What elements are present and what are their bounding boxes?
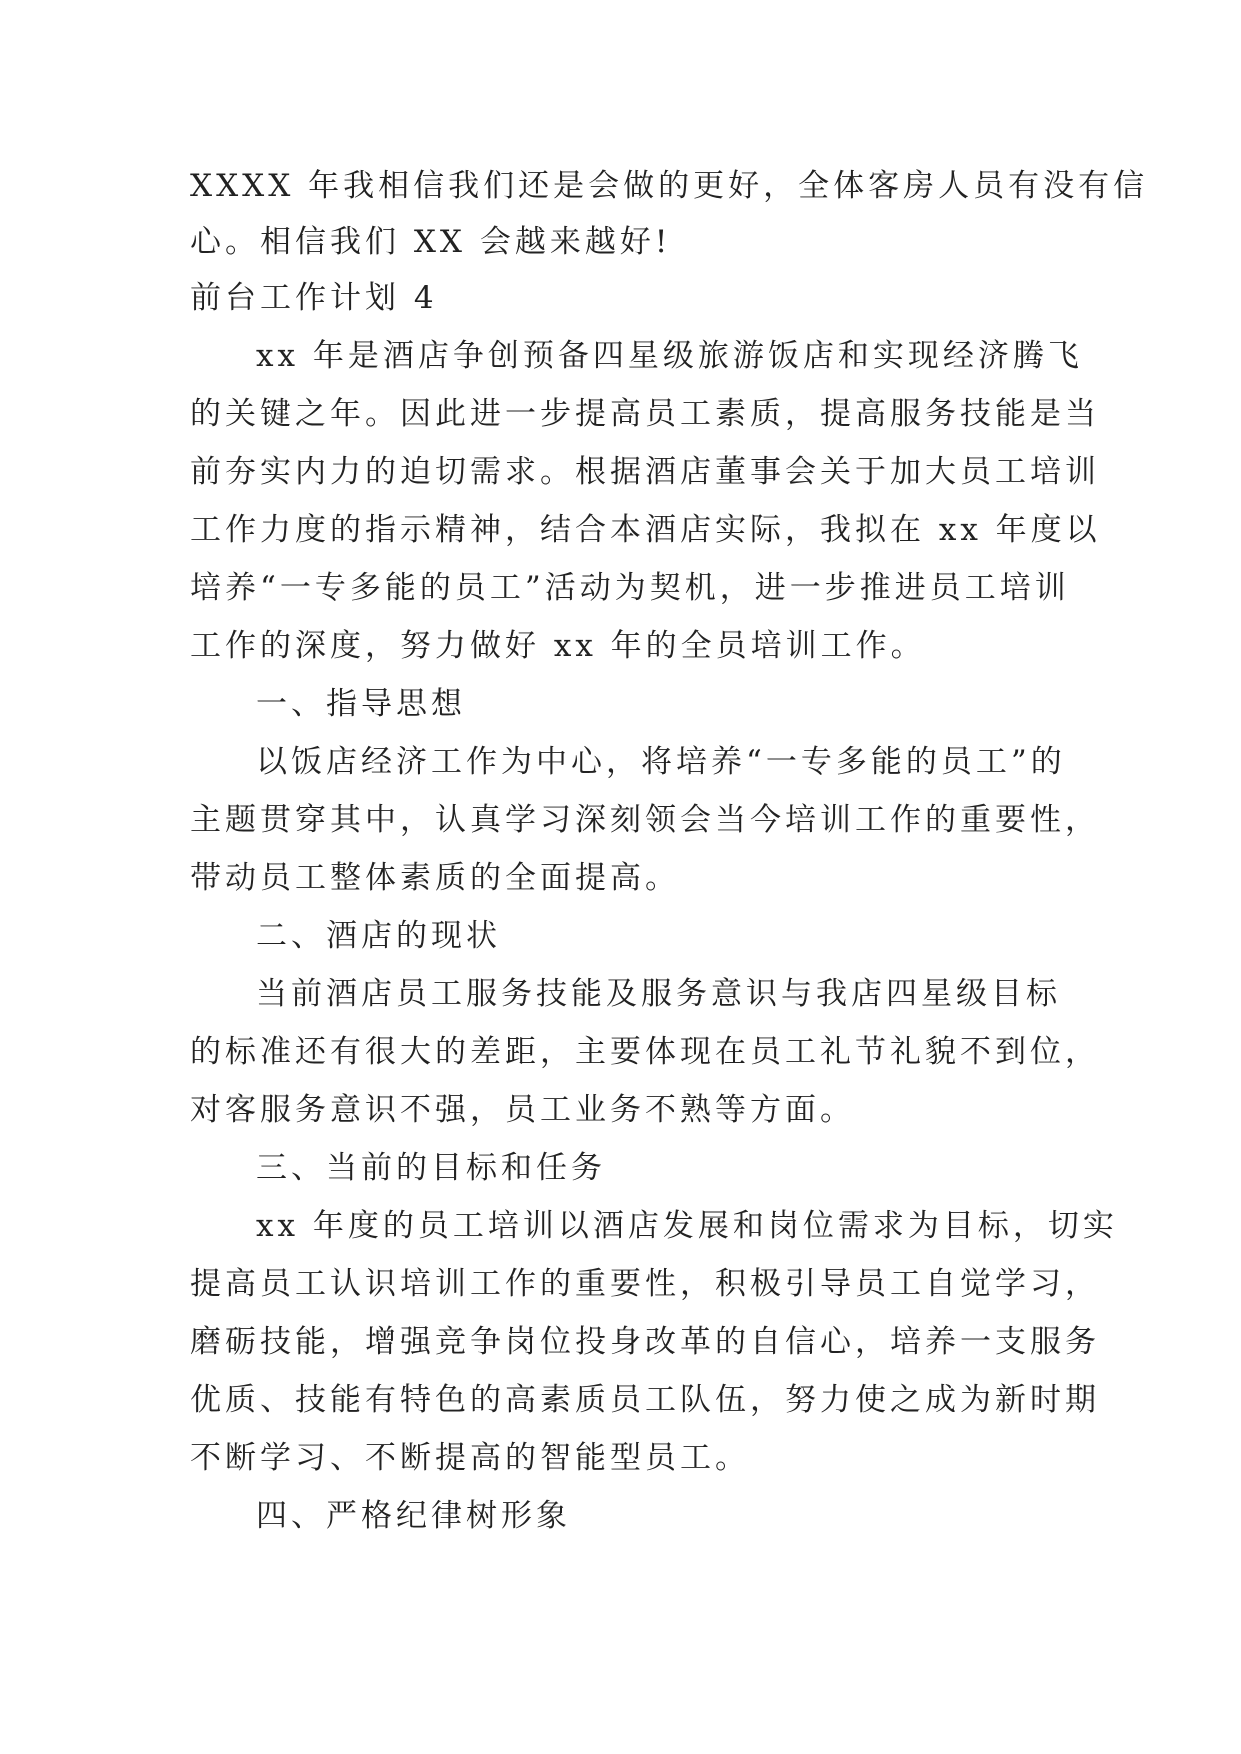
text-line: 当前酒店员工服务技能及服务意识与我店四星级目标: [256, 976, 1061, 1012]
text-line: 培养“一专多能的员工”活动为契机，进一步推进员工培训: [190, 570, 1070, 606]
text-line: 的标准还有很大的差距，主要体现在员工礼节礼貌不到位，: [190, 1034, 1100, 1070]
text-line: 优质、技能有特色的高素质员工队伍，努力使之成为新时期: [190, 1382, 1100, 1418]
text-line: 工作的深度，努力做好 xx 年的全员培训工作。: [190, 628, 926, 664]
text-line: 前夯实内力的迫切需求。根据酒店董事会关于加大员工培训: [190, 454, 1100, 490]
heading-goals-tasks: 三、当前的目标和任务: [256, 1150, 606, 1186]
text-line: 工作力度的指示精神，结合本酒店实际，我拟在 xx 年度以: [190, 512, 1101, 548]
heading-guiding-thought: 一、指导思想: [256, 686, 466, 722]
text-line: xx 年度的员工培训以酒店发展和岗位需求为目标，切实: [256, 1208, 1118, 1244]
text-line: 对客服务意识不强，员工业务不熟等方面。: [190, 1092, 855, 1128]
text-line: 提高员工认识培训工作的重要性，积极引导员工自觉学习，: [190, 1266, 1100, 1302]
text-line: xx 年是酒店争创预备四星级旅游饭店和实现经济腾飞: [256, 338, 1083, 374]
text-line: XXXX 年我相信我们还是会做的更好，全体客房人员有没有信: [190, 168, 1149, 204]
text-line: 主题贯穿其中，认真学习深刻领会当今培训工作的重要性，: [190, 802, 1100, 838]
text-line: 的关键之年。因此进一步提高员工素质，提高服务技能是当: [190, 396, 1100, 432]
text-line: 磨砺技能，增强竞争岗位投身改革的自信心，培养一支服务: [190, 1324, 1100, 1360]
heading-discipline: 四、严格纪律树形象: [256, 1498, 571, 1534]
text-line: 不断学习、不断提高的智能型员工。: [190, 1440, 750, 1476]
text-line: 以饭店经济工作为中心，将培养“一专多能的员工”的: [256, 744, 1066, 780]
heading-hotel-status: 二、酒店的现状: [256, 918, 501, 954]
text-line: 心。相信我们 XX 会越来越好!: [190, 224, 672, 260]
text-line: 带动员工整体素质的全面提高。: [190, 860, 680, 896]
section-title: 前台工作计划 4: [190, 280, 438, 316]
